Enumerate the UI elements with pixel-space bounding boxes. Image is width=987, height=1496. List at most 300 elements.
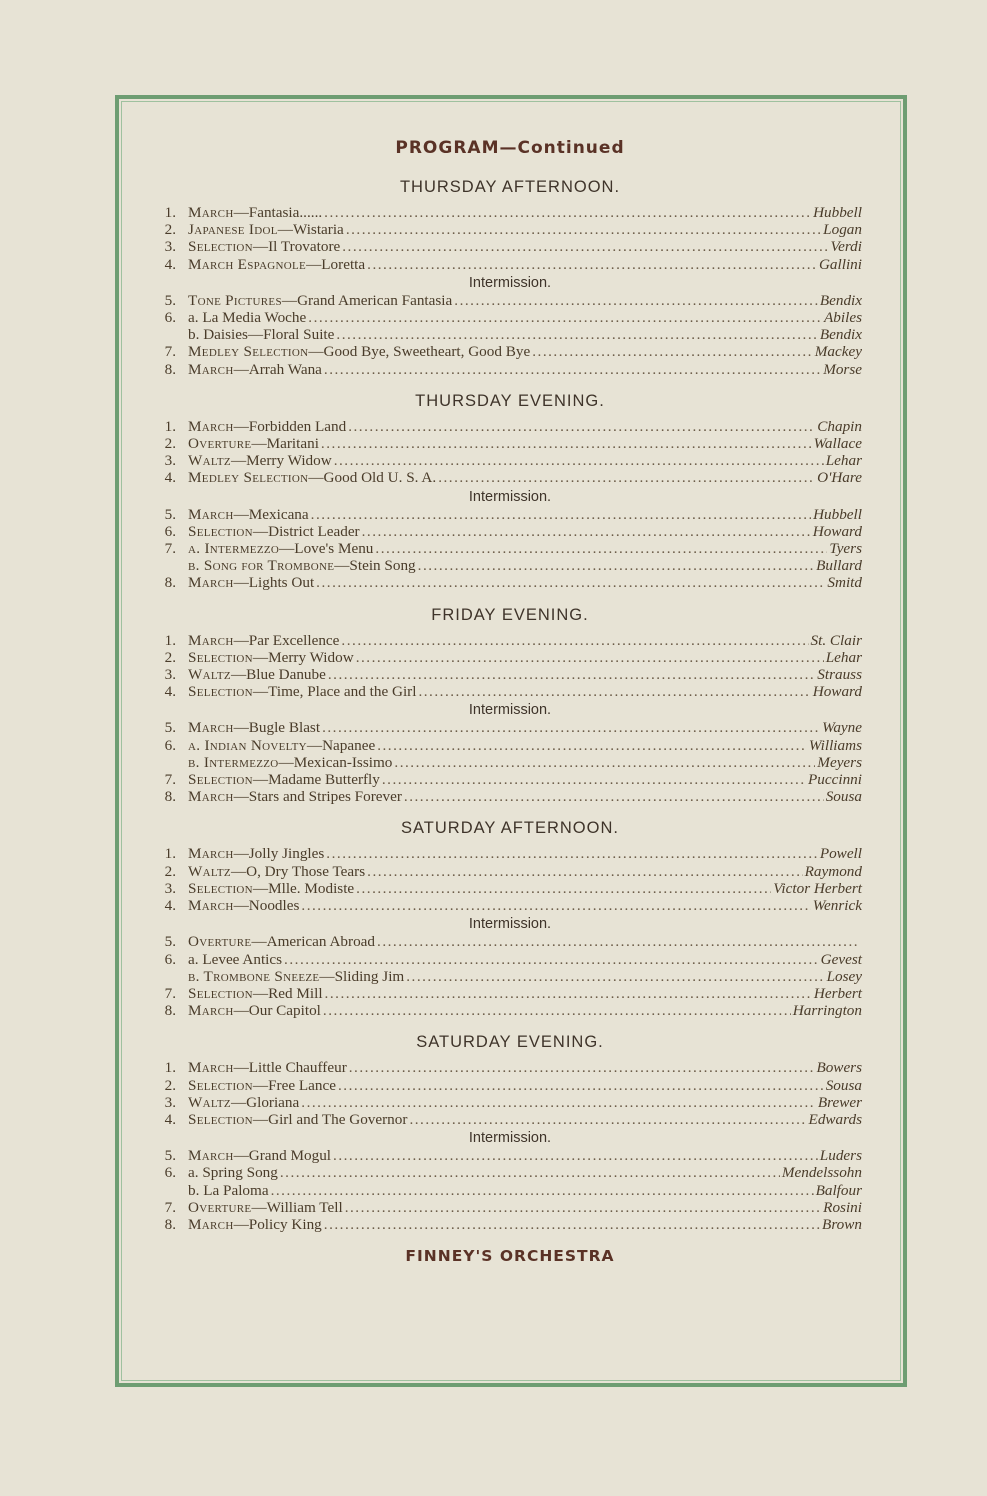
item-form: Selection [188,1110,253,1128]
item-title [188,540,373,557]
item-title [188,418,346,435]
program-item [150,523,870,540]
item-number: 1. [164,1059,176,1077]
item-piece: —Our Capitol [233,1002,321,1020]
item-composer: Luders [819,1147,862,1165]
item-composer: Howard [812,683,862,701]
program-section [150,392,870,592]
item-number: 6. [164,736,176,754]
item-piece: —Stein Song [334,557,416,575]
item-form: Waltz [188,862,231,880]
dot-leader [321,435,812,452]
dot-leader [308,309,822,326]
intermission-label: Intermission. [468,702,552,719]
item-form: Overture [188,933,252,951]
item-piece: —Wistaria [277,221,344,239]
item-title [188,788,402,805]
item-number: 7. [164,1198,176,1216]
item-number: 8. [164,788,176,806]
intermission-label: Intermission. [468,916,552,933]
item-composer: Powell [819,845,862,863]
item-form: March Espagnole [188,255,307,273]
item-composer: Victor Herbert [773,879,862,897]
item-number: 2. [164,862,176,880]
item-composer: Morse [823,360,862,378]
item-number: 5. [164,291,176,309]
item-piece: —Merry Widow [252,648,354,666]
dot-leader [301,1094,816,1111]
item-piece: a. La Media Woche [188,309,307,327]
dot-leader [382,771,806,788]
item-number: 7. [164,540,176,558]
item-title [188,666,326,683]
program-section [150,1033,870,1233]
item-composer: Harrington [792,1002,862,1020]
item-composer: Lehar [825,648,862,666]
dot-leader [324,1216,820,1233]
item-number: 3. [164,452,176,470]
item-form: Waltz [188,452,231,470]
item-composer: Bullard [816,557,862,575]
dot-leader [338,1077,824,1094]
item-composer: Raymond [804,862,862,880]
program-item [150,632,870,649]
item-composer: Smitd [827,574,862,592]
item-form: March [188,1147,234,1165]
item-piece: —American Abroad [251,933,376,951]
item-title [188,649,354,666]
item-number: 4. [164,1110,176,1128]
item-piece: —Good Bye, Sweetheart, Good Bye [308,343,531,361]
item-piece: —Arrah Wana [233,360,322,378]
item-composer: Gallini [818,255,862,273]
item-title [188,897,299,914]
item-number: 1. [164,631,176,649]
item-form: Overture [188,1198,252,1216]
item-piece: —Free Lance [252,1076,336,1094]
item-piece: —Loretta [306,255,366,273]
program-item [150,968,870,985]
item-composer: Bendix [819,326,862,344]
dot-leader [336,326,817,343]
program-item [150,1111,870,1128]
item-piece: —Il Trovatore [252,238,341,256]
item-title [188,469,436,486]
item-title [188,1147,331,1164]
item-title [188,632,339,649]
item-composer: Chapin [817,417,862,435]
program-item [150,985,870,1002]
orchestra-name: FINNEY'S ORCHESTRA [405,1247,615,1266]
dot-leader [346,221,821,238]
item-form: March [188,204,234,221]
dot-leader [438,469,815,486]
item-composer: Lehar [825,452,862,470]
item-title [188,845,324,862]
dot-leader [311,506,811,523]
item-composer: Williams [808,736,862,754]
item-composer: Wallace [813,435,862,453]
item-form: Japanese Idol [188,221,278,239]
item-number: 1. [164,845,176,863]
item-composer: Sousa [825,788,862,806]
program-item [150,737,870,754]
item-title [188,771,380,788]
item-composer: Abiles [824,309,862,327]
item-composer: Verdi [830,238,862,256]
item-title [188,985,323,1002]
item-composer: Tyers [829,540,862,558]
item-title [188,1111,407,1128]
item-form: March [188,631,234,649]
dot-leader [341,632,808,649]
item-title [188,435,319,452]
item-composer: Wayne [822,719,862,737]
item-title [188,1094,299,1111]
item-form: March [188,845,234,863]
dot-leader [301,897,810,914]
item-number: 3. [164,238,176,256]
item-form: March [188,788,234,806]
item-number: 4. [164,897,176,915]
dot-leader [377,933,860,950]
item-composer: Hubbell [813,204,862,221]
item-composer: O'Hare [817,469,862,487]
item-piece: —O, Dry Those Tears [230,862,366,880]
item-title [188,361,322,378]
item-title [188,754,392,771]
item-composer: Herbert [813,984,862,1002]
item-composer: Hubbell [813,505,862,523]
program-item [150,204,870,221]
dot-leader [532,343,813,360]
program-item [150,1164,870,1181]
item-composer: Balfour [815,1181,862,1199]
dot-leader [345,1199,821,1216]
item-form: Selection [188,648,253,666]
program-item [150,683,870,700]
item-form: Selection [188,879,253,897]
item-number: 7. [164,771,176,789]
program-item [150,343,870,360]
item-form: b. Trombone Sneeze [188,967,320,985]
program-item [150,557,870,574]
item-title [188,256,365,273]
program-item [150,788,870,805]
item-number: 7. [164,343,176,361]
item-composer: Losey [826,967,862,985]
item-title [188,221,344,238]
item-piece: —Sliding Jim [319,967,405,985]
item-number: 1. [164,204,176,221]
program-section [150,178,870,378]
section-heading: SATURDAY AFTERNOON. [401,819,619,838]
item-composer: Gevest [820,950,862,968]
item-composer: Meyers [817,753,862,771]
item-composer: Mackey [814,343,862,361]
item-number: 2. [164,648,176,666]
section-heading: FRIDAY EVENING. [431,605,589,624]
item-piece: —Madame Butterfly [252,771,380,789]
dot-leader [375,540,827,557]
item-title [188,683,416,700]
item-piece: —Mlle. Modiste [252,879,355,897]
item-composer: St. Clair [810,631,862,649]
page-title: PROGRAM—Continued [395,138,625,158]
item-composer: Bowers [816,1059,862,1077]
item-number: 8. [164,574,176,592]
item-piece: —Policy King [233,1215,322,1233]
item-form: Selection [188,683,253,701]
item-form: March [188,1059,234,1077]
item-number: 4. [164,683,176,701]
item-form: Medley Selection [188,343,309,361]
item-form: March [188,1002,234,1020]
item-form: Medley Selection [188,469,309,487]
dot-leader [323,1002,791,1019]
item-number: 2. [164,221,176,239]
program-section [150,606,870,806]
dot-leader [333,1147,818,1164]
program-item [150,361,870,378]
dot-leader [406,968,824,985]
program-item [150,1077,870,1094]
program-item [150,666,870,683]
program-item [150,540,870,557]
item-number: 5. [164,933,176,951]
program-item [150,506,870,523]
dot-leader [377,737,807,754]
item-title [188,523,360,540]
section-heading: THURSDAY AFTERNOON. [399,178,621,196]
item-form: a. Intermezzo [188,540,280,558]
item-title [188,557,416,574]
program-item [150,256,870,273]
program-item [150,309,870,326]
item-form: Selection [188,1076,253,1094]
item-form: March [188,719,234,737]
item-piece: —Grand Mogul [233,1147,332,1165]
item-form: Waltz [188,666,231,684]
item-piece: —Fantasia...... [233,204,323,221]
item-title [188,951,282,968]
intermission-label: Intermission. [468,274,552,291]
program-item [150,845,870,862]
item-composer: Howard [812,522,862,540]
intermission-label: Intermission. [468,488,552,505]
item-title [188,737,375,754]
item-piece: —Mexicana [233,505,309,523]
dot-leader [418,557,814,574]
item-form: b. Song for Trombone [188,557,335,575]
item-form: March [188,505,234,523]
item-piece: —Noodles [233,897,300,915]
item-piece: a. Spring Song [188,1164,278,1182]
item-piece: —Grand American Fantasia [281,291,453,309]
item-form: March [188,417,234,435]
dot-leader [324,204,811,221]
program-item [150,863,870,880]
item-piece: —Girl and The Governor [252,1110,408,1128]
item-number: 5. [164,505,176,523]
dot-leader [367,863,802,880]
item-form: Selection [188,984,253,1002]
item-form: Selection [188,238,253,256]
item-title [188,238,340,255]
item-title [188,343,530,360]
dot-leader [328,666,815,683]
item-piece: —Bugle Blast [233,719,321,737]
item-title [188,968,404,985]
item-title [188,1002,321,1019]
dot-leader [356,649,824,666]
dot-leader [271,1182,814,1199]
program-item [150,574,870,591]
item-composer: Brewer [817,1093,862,1111]
item-piece: —Par Excellence [233,631,340,649]
item-title [188,1059,347,1076]
item-piece: —Maritani [251,435,319,453]
item-piece: b. La Paloma [188,1181,269,1199]
item-piece: —Jolly Jingles [233,845,325,863]
program-item [150,238,870,255]
dot-leader [342,238,828,255]
dot-leader [367,256,817,273]
item-composer: Puccinni [808,771,862,789]
item-title [188,506,309,523]
dot-leader [349,1059,815,1076]
program-item [150,292,870,309]
program-item [150,469,870,486]
item-piece: —Lights Out [233,574,315,592]
dot-leader [334,452,824,469]
program-page [150,130,870,1265]
item-title [188,863,365,880]
dot-leader [325,985,812,1002]
dot-leader [322,719,820,736]
program-item [150,933,870,950]
item-piece: —Love's Menu [279,540,374,558]
item-number: 5. [164,1147,176,1165]
item-form: March [188,574,234,592]
section-heading: THURSDAY EVENING. [415,391,605,410]
program-item [150,649,870,666]
program-item [150,771,870,788]
item-number: 2. [164,1076,176,1094]
item-piece: —Red Mill [252,984,323,1002]
item-composer: Bendix [819,291,862,309]
program-item [150,1147,870,1164]
program-section [150,819,870,1019]
item-form: March [188,1215,234,1233]
item-composer: Wenrick [812,897,862,915]
item-piece: —William Tell [251,1198,343,1216]
item-piece: —Gloriana [230,1093,300,1111]
item-composer: Logan [823,221,862,239]
dot-leader [280,1164,780,1181]
item-piece: —Time, Place and the Girl [252,683,417,701]
dot-leader [454,292,818,309]
item-form: March [188,360,234,378]
item-title [188,204,322,221]
dot-leader [404,788,824,805]
intermission-label: Intermission. [468,1130,552,1147]
item-piece: —Little Chauffeur [233,1059,347,1077]
item-number: 3. [164,879,176,897]
item-composer: Mendelssohn [781,1164,862,1182]
dot-leader [356,880,771,897]
item-number: 2. [164,435,176,453]
program-item [150,452,870,469]
program-item [150,435,870,452]
dot-leader [326,845,818,862]
item-title [188,1164,278,1181]
program-item [150,1002,870,1019]
item-piece: —Napanee [306,736,376,754]
item-title [188,1077,336,1094]
dot-leader [418,683,810,700]
item-composer: Edwards [808,1110,862,1128]
item-number: 3. [164,1093,176,1111]
item-title [188,880,354,897]
program-item [150,221,870,238]
program-item [150,719,870,736]
item-composer: Brown [822,1215,862,1233]
item-title [188,1216,322,1233]
program-item [150,754,870,771]
item-form: March [188,897,234,915]
item-form: Overture [188,435,252,453]
item-piece: —Forbidden Land [233,417,347,435]
item-piece: —Mexican-Issimo [278,753,393,771]
program-item [150,897,870,914]
program-item [150,951,870,968]
item-piece: —Merry Widow [230,452,332,470]
dot-leader [284,951,819,968]
program-item [150,1094,870,1111]
item-form: Selection [188,771,253,789]
dot-leader [348,418,815,435]
item-title [188,326,334,343]
item-piece: —District Leader [252,522,360,540]
item-title [188,452,332,469]
item-title [188,574,314,591]
item-form: Selection [188,522,253,540]
program-sections [150,178,870,1233]
item-form: b. Intermezzo [188,753,279,771]
item-number: 3. [164,666,176,684]
section-heading: SATURDAY EVENING. [416,1033,604,1052]
item-number: 6. [164,309,176,327]
item-number: 6. [164,950,176,968]
item-form: Tone Pictures [188,291,282,309]
item-composer: Strauss [817,666,862,684]
item-number: 6. [164,522,176,540]
item-title [188,719,320,736]
item-title [188,1182,269,1199]
dot-leader [362,523,811,540]
item-piece: a. Levee Antics [188,950,283,968]
program-item [150,1182,870,1199]
item-title [188,309,306,326]
item-number: 4. [164,255,176,273]
program-item [150,1216,870,1233]
program-item [150,1059,870,1076]
item-number: 8. [164,1002,176,1020]
item-number: 7. [164,984,176,1002]
item-form: Waltz [188,1093,231,1111]
dot-leader [316,574,825,591]
